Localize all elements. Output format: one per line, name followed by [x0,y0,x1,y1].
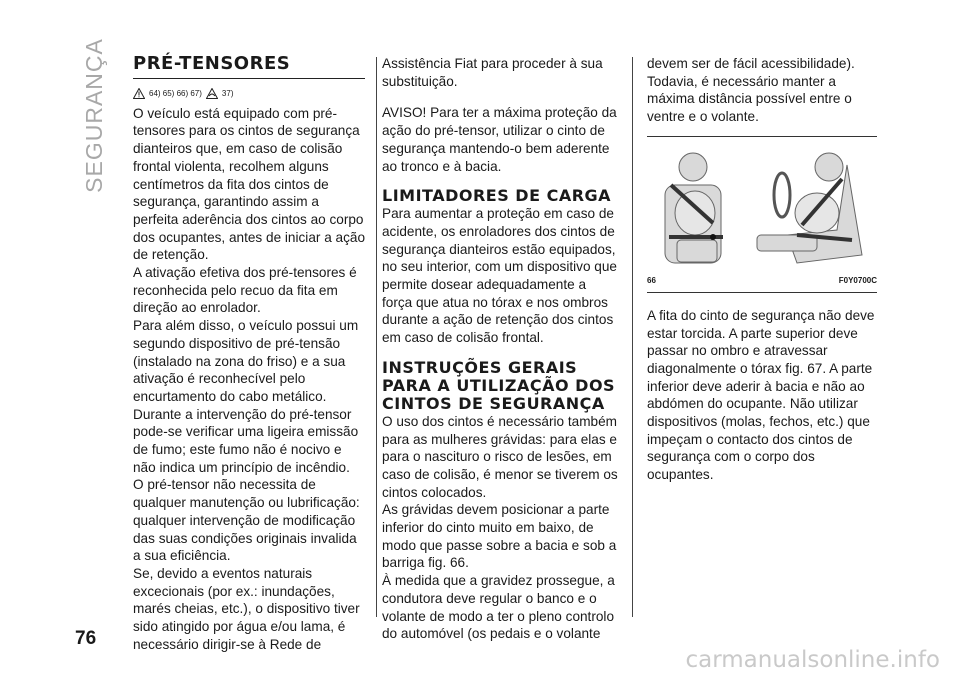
column-divider [376,57,377,617]
column-3 [647,55,877,484]
column-1 [133,55,365,654]
paragraph: A ativação efetiva dos pré-tensores é reconhecida pelo recuo da fita em direção ao enrolador. [133,265,357,316]
warning-refs-text: 64) 65) 66) 67) [149,89,202,98]
warning-references [133,85,365,103]
paragraph: O veículo está equipado com pré-tensores para os cintos de segurança dianteiros que, em caso de colisão frontal violenta, recolhem alguns centímetros da fita dos cintos de segurança, garantindo assim a perfeita aderência dos cintos ao corpo dos ocupantes, antes de iniciar a ação de retenção. [133,105,366,263]
paragraph: Para aumentar a proteção em caso de acidente, os enroladores dos cintos de segurança dianteiros estão equipados, no seu interior, com um dispositivo que permite dosear adequadamente a força que atua no tórax e nos ombros durante a ação de retenção dos cintos em caso de colisão frontal. [382,206,617,346]
page-number: 76 [75,628,97,649]
section-heading-load-limiters: LIMITADORES DE CARGA [382,186,612,206]
figure-66 [647,136,877,293]
pregnant-seatbelt-illustration [647,145,877,270]
warning-note: AVISO! Para ter a máxima proteção da ação do pré-tensor, utilizar o cinto de segurança mantendo-o bem aderente ao tronco e à bacia. [382,105,617,174]
section-side-tab [80,37,107,193]
caution-refs-text: 37) [221,89,234,98]
paragraph: Assistência Fiat para proceder à sua substituição. [382,56,603,89]
watermark: carmanualsonline.info [685,647,940,673]
column-divider [632,57,633,617]
paragraph: O uso dos cintos é necessário também para as mulheres grávidas: para elas e para o nascituro o risco de lesões, em caso de colisão, é menor se tiverem os cintos colocados. [382,413,618,500]
section-side-tab-label: SEGURANÇA [80,37,107,193]
paragraph: As grávidas devem posicionar a parte inferior do cinto muito em baixo, de modo que passe sobre a bacia e sob a barriga fig. 66. [382,502,617,571]
paragraph: Se, devido a eventos naturais excecionais (por ex.: inundações, marés cheias, etc.), o dispositivo tiver sido atingido por água e/ou lama, é necessário dirigir-se à Rede de [133,565,360,652]
paragraph: À medida que a gravidez prossegue, a condutora deve regular o banco e o volante de modo a ter o pleno controlo do automóvel (os pedais e o volante [382,573,615,642]
paragraph: Durante a intervenção do pré-tensor pode-se verificar uma ligeira emissão de fumo; este fumo não é nocivo e não indica um princípio de incêndio. [133,406,359,475]
page-title: PRÉ-TENSORES [133,55,365,79]
section-heading-general-instructions: INSTRUÇÕES GERAIS PARA A UTILIZAÇÃO DOS CINTOS DE SEGURANÇA [382,357,616,413]
caution-icon [206,88,218,99]
warning-triangle-icon [133,88,145,99]
paragraph: devem ser de fácil acessibilidade). Todavia, é necessário manter a máxima distância possível entre o ventre e o volante. [647,56,855,125]
paragraph: O pré-tensor não necessita de qualquer manutenção ou lubrificação: qualquer intervenção de modificação das suas condições originais invalida a sua eficiência. [133,477,360,564]
figure-code: F0Y0700C [838,276,877,286]
paragraph: A fita do cinto de segurança não deve estar torcida. A parte superior deve passar no ombro e atravessar diagonalmente o tórax fig. 67. A parte inferior deve aderir à bacia e não ao abdómen do ocupante. Não utilizar dispositivos (molas, fechos, etc.) que impeçam o contacto dos cintos de segurança com o corpo dos ocupantes. [647,307,875,483]
paragraph: Para além disso, o veículo possui um segundo dispositivo de pré-tensão (instalado na zona do friso) e a sua ativação é reconhecível pelo encurtamento do cabo metálico. [133,318,359,404]
column-2 [382,55,618,643]
figure-number: 66 [647,276,656,286]
